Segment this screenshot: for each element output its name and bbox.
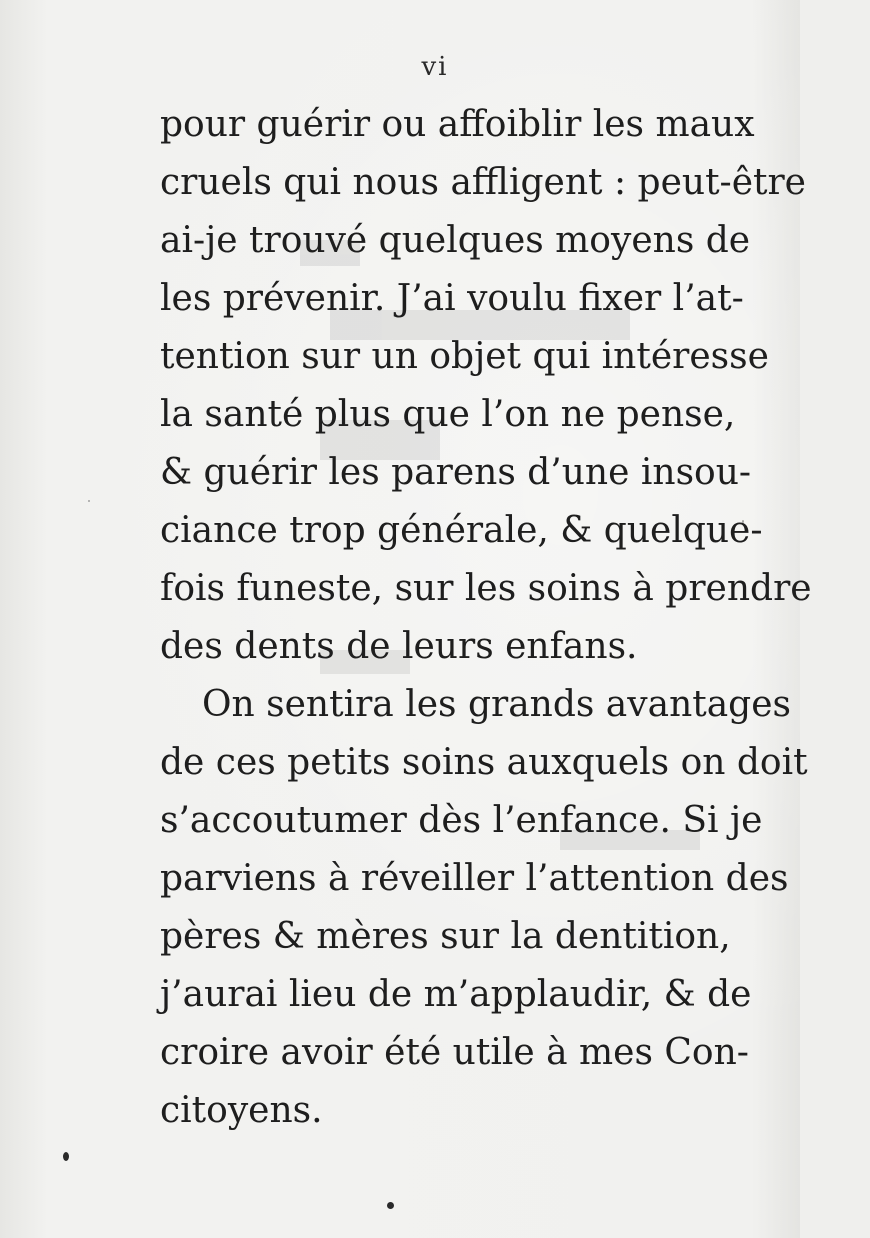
text-line: des dents de leurs enfans. [160,626,638,667]
text-line: tention sur un objet qui intéresse [160,336,769,377]
text-line: fois funeste, sur les soins à prendre [160,568,812,609]
text-line: parviens à réveiller l’attention des [160,858,789,899]
paragraph-1 [160,96,812,676]
text-line: pères & mères sur la dentition, [160,916,731,957]
ink-speck [63,1152,69,1161]
paragraph-2 [160,676,808,1140]
text-line: de ces petits soins auxquels on doit [160,742,808,783]
text-line: cruels qui nous affligent : peut-être [160,162,806,203]
text-line: j’aurai lieu de m’applaudir, & de [160,974,752,1015]
text-line: ciance trop générale, & quelque- [160,510,763,551]
text-line: citoyens. [160,1090,323,1131]
text-line: ai-je trouvé quelques moyens de [160,220,751,261]
text-line: On sentira les grands avantages [202,684,792,725]
text-line: s’accoutumer dès l’enfance. Si je [160,800,763,841]
page-number: vi [421,52,449,82]
text-line: les prévenir. J’ai voulu fixer l’at- [160,278,744,319]
text-line: la santé plus que l’on ne pense, [160,394,736,435]
ink-speck [387,1202,394,1209]
body-text [160,96,812,1140]
text-line: croire avoir été utile à mes Con- [160,1032,749,1073]
ink-speck [742,520,744,523]
text-line: & guérir les parens d’une insou- [160,452,752,493]
ink-speck [88,500,90,502]
text-line: pour guérir ou affoiblir les maux [160,104,755,145]
